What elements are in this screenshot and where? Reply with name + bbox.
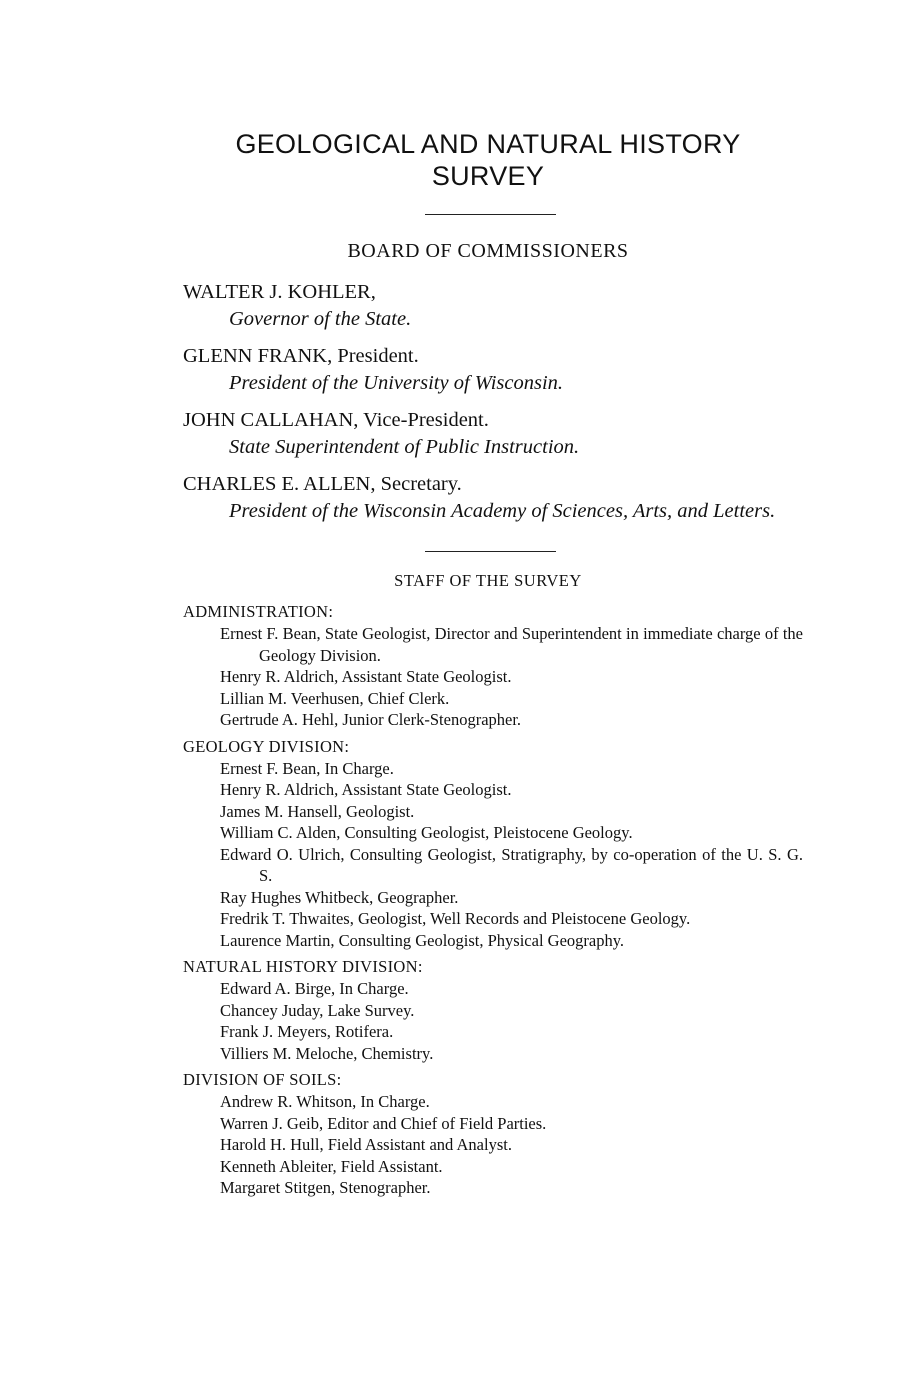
staff-member: Henry R. Aldrich, Assistant State Geologist. (220, 667, 512, 686)
commissioner-title: , Secretary. (370, 473, 462, 495)
staff-member: James M. Hansell, Geologist. (220, 801, 415, 821)
commissioner-office: Governor of the State. (229, 308, 412, 330)
commissioner-name: WALTER J. KOHLER (183, 281, 371, 303)
division-geology (183, 736, 803, 952)
commissioner-entry (183, 342, 813, 396)
staff-member: Kenneth Ableiter, Field Assistant. (220, 1156, 443, 1176)
staff-member: Andrew R. Whitson, In Charge. (220, 1092, 430, 1111)
division-soils (183, 1069, 803, 1199)
staff-member: Edward O. Ulrich, Consulting Geologist, Stratigraphy, by co-operation of the U. S. G. S. (220, 844, 803, 885)
staff-member: Warren J. Geib, Editor and Chief of Field Parties. (220, 1113, 547, 1133)
staff-member: Edward A. Birge, In Charge. (220, 979, 409, 998)
board-heading: BOARD OF COMMISSIONERS (347, 240, 629, 262)
page-title (183, 128, 793, 192)
staff-member: Henry R. Aldrich, Assistant State Geologist. (220, 780, 512, 799)
staff-member: Fredrik T. Thwaites, Geologist, Well Records and Pleistocene Geology. (220, 909, 691, 928)
commissioner-name: JOHN CALLAHAN (183, 409, 354, 431)
staff-member: Ernest F. Bean, In Charge. (220, 758, 394, 778)
commissioner-entry (183, 278, 813, 332)
divider-rule (425, 214, 556, 215)
commissioner-title: , Vice-President. (353, 409, 489, 431)
commissioner-office: President of the Wisconsin Academy of Sciences, Arts, and Letters. (229, 500, 776, 522)
commissioner-entry (183, 406, 813, 460)
staff-member: Ray Hughes Whitbeck, Geographer. (220, 887, 459, 907)
staff-member: Ernest F. Bean, State Geologist, Director and Superintendent in immediate charge of the Geology Division. (220, 624, 803, 665)
staff-member: Margaret Stitgen, Stenographer. (220, 1178, 431, 1197)
staff-member: Villiers M. Meloche, Chemistry. (220, 1043, 434, 1063)
title-line-2: SURVEY (431, 161, 545, 191)
commissioner-title: , (370, 281, 376, 303)
staff-member: Frank J. Meyers, Rotifera. (220, 1022, 394, 1041)
title-line-1: GEOLOGICAL AND NATURAL HISTORY (235, 129, 741, 159)
division-heading: ADMINISTRATION: (183, 602, 334, 621)
division-heading: GEOLOGY DIVISION: (183, 736, 350, 756)
staff-member: Chancey Juday, Lake Survey. (220, 1000, 415, 1020)
staff-member: Laurence Martin, Consulting Geologist, Physical Geography. (220, 930, 625, 950)
staff-member: Harold H. Hull, Field Assistant and Analyst. (220, 1135, 512, 1154)
division-natural-history (183, 956, 803, 1064)
commissioner-entry (183, 470, 813, 524)
commissioner-name: CHARLES E. ALLEN (183, 473, 371, 495)
staff-list (183, 601, 803, 1204)
staff-member: Lillian M. Veerhusen, Chief Clerk. (220, 688, 450, 708)
division-administration (183, 601, 803, 731)
commissioner-office: State Superintendent of Public Instruction. (229, 436, 580, 458)
division-heading: NATURAL HISTORY DIVISION: (183, 957, 423, 976)
staff-heading: STAFF OF THE SURVEY (394, 571, 582, 590)
division-heading: DIVISION OF SOILS: (183, 1070, 342, 1089)
commissioner-office: President of the University of Wisconsin. (229, 372, 564, 394)
commissioner-name: GLENN FRANK (183, 345, 328, 367)
commissioners-list (183, 278, 813, 534)
staff-member: William C. Alden, Consulting Geologist, Pleistocene Geology. (220, 823, 633, 842)
divider-rule (425, 551, 556, 552)
staff-member: Gertrude A. Hehl, Junior Clerk-Stenographer. (220, 710, 522, 729)
commissioner-title: , President. (327, 345, 419, 367)
